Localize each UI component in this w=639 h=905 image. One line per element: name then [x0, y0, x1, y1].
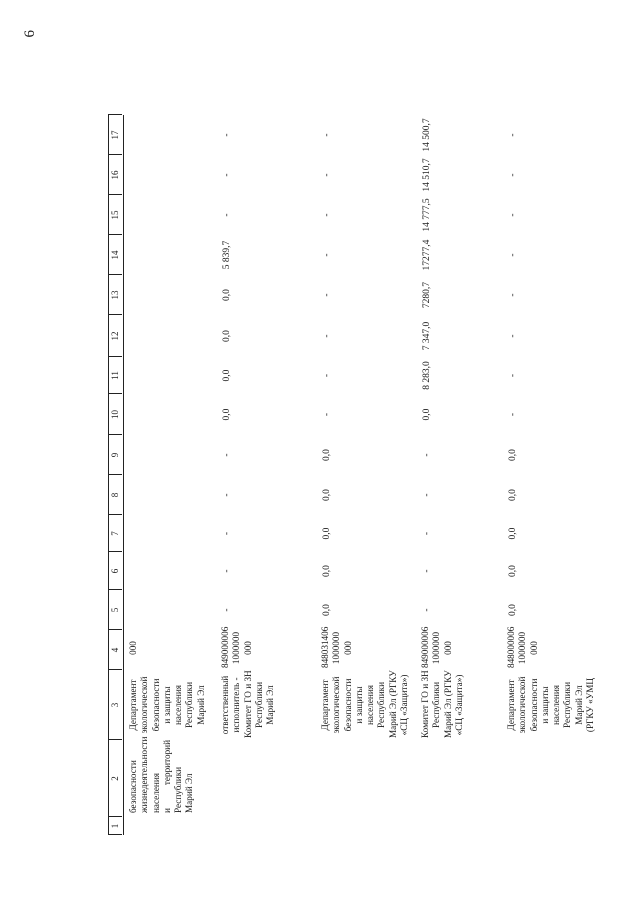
cell-value: 0,0 — [508, 565, 518, 577]
cell-budget-code: 000 — [128, 641, 138, 655]
cell-value: 0,0 — [322, 527, 332, 540]
column-header: 9 — [110, 452, 120, 458]
cell-value: 5 839,7 — [222, 240, 232, 270]
cell-value: - — [222, 569, 232, 573]
cell-value: - — [422, 453, 432, 457]
cell-value: - — [222, 173, 232, 177]
cell-value: 0,0 — [508, 527, 518, 540]
cell-value: 7 347,0 — [422, 321, 432, 351]
cell-value: - — [422, 493, 432, 497]
page-number: 6 — [22, 30, 38, 38]
column-divider — [108, 114, 122, 115]
cell-value: 0,0 — [508, 604, 518, 616]
column-header: 4 — [110, 647, 120, 653]
cell-value: - — [322, 253, 332, 257]
cell-value: - — [322, 373, 332, 378]
cell-value: - — [508, 412, 518, 417]
cell-value: 0,0 — [508, 489, 518, 501]
column-header: 5 — [110, 607, 120, 613]
cell-budget-code: 849000006 1000000 000 — [420, 626, 453, 668]
cell-value: 0,0 — [222, 330, 232, 342]
cell-value: - — [508, 334, 518, 338]
column-header: 17 — [110, 130, 120, 140]
cell-value: - — [322, 293, 332, 297]
cell-value: 0,0 — [322, 489, 332, 501]
cell-budget-code: 848031406 1000000 000 — [320, 626, 353, 668]
cell-value: - — [322, 334, 332, 338]
cell-value: - — [422, 608, 432, 612]
column-header: 8 — [110, 492, 120, 498]
column-header: 7 — [110, 531, 120, 536]
cell-value: - — [322, 213, 332, 217]
cell-value: - — [508, 213, 518, 217]
cell-budget-code: 848000006 1000000 000 — [506, 626, 539, 668]
cell-value: - — [508, 173, 518, 177]
column-header: 3 — [110, 702, 120, 708]
cell-value: 17277,4 — [422, 239, 432, 271]
column-header: 11 — [110, 371, 120, 380]
column-header: 16 — [110, 170, 120, 180]
cell-value: 0,0 — [508, 449, 518, 461]
cell-value: - — [422, 569, 432, 573]
cell-value: - — [222, 133, 232, 137]
column-header: 14 — [110, 250, 120, 260]
cell-executor: Департамент экологической безопасности и защиты населения Республики Марий Эл (РГКУ «СЦ «Защита») — [320, 670, 410, 738]
column-header: 6 — [110, 568, 120, 574]
column-header: 10 — [110, 410, 120, 419]
cell-value: 0,0 — [322, 449, 332, 461]
cell-budget-code: 849000006 1000000 000 — [220, 626, 253, 668]
cell-value: - — [508, 253, 518, 257]
cell-value: - — [222, 493, 232, 497]
cell-value: 0,0 — [222, 289, 232, 301]
cell-value: 14 510,7 — [422, 158, 432, 192]
cell-indicator-name: безопасности жизнедеятельности населения и территорий Республики Марий Эл — [128, 736, 195, 813]
cell-value: - — [222, 608, 232, 612]
cell-value: - — [322, 412, 332, 417]
cell-value: - — [422, 531, 432, 536]
cell-value: 0,0 — [322, 604, 332, 616]
cell-value: 0,0 — [222, 369, 232, 382]
column-header: 13 — [110, 290, 120, 300]
cell-value: 0,0 — [222, 408, 232, 421]
cell-executor: ответственный исполнитель - Комитет ГО и ЗН Республики Марий Эл — [220, 670, 276, 738]
cell-value: - — [508, 133, 518, 137]
cell-value: 0,0 — [422, 408, 432, 421]
cell-value: - — [222, 213, 232, 217]
cell-value: - — [222, 531, 232, 536]
cell-value: - — [222, 453, 232, 457]
cell-value: 0,0 — [322, 565, 332, 577]
column-header: 15 — [110, 210, 120, 220]
column-header: 1 — [110, 823, 120, 829]
cell-executor: Департамент экологической безопасности и защиты населения Республики Марий Эл — [128, 676, 206, 734]
cell-executor: Комитет ГО и ЗН Республики Марий Эл (РГКУ «СЦ «Защита») — [420, 670, 464, 738]
column-header: 12 — [110, 331, 120, 341]
cell-value: - — [322, 173, 332, 177]
cell-value: - — [508, 373, 518, 378]
cell-value: 7280,7 — [422, 281, 432, 309]
budget-table — [108, 35, 628, 835]
column-header: 2 — [110, 776, 120, 781]
cell-value: - — [508, 293, 518, 297]
cell-executor: Департамент экологической безопасности и защиты населения Республики Марий Эл (РГКУ «УМЦ — [506, 676, 596, 734]
cell-value: - — [322, 133, 332, 137]
cell-value: 14 500,7 — [422, 118, 432, 152]
cell-value: 14 777,5 — [422, 198, 432, 232]
cell-value: 8 283,0 — [422, 361, 432, 390]
